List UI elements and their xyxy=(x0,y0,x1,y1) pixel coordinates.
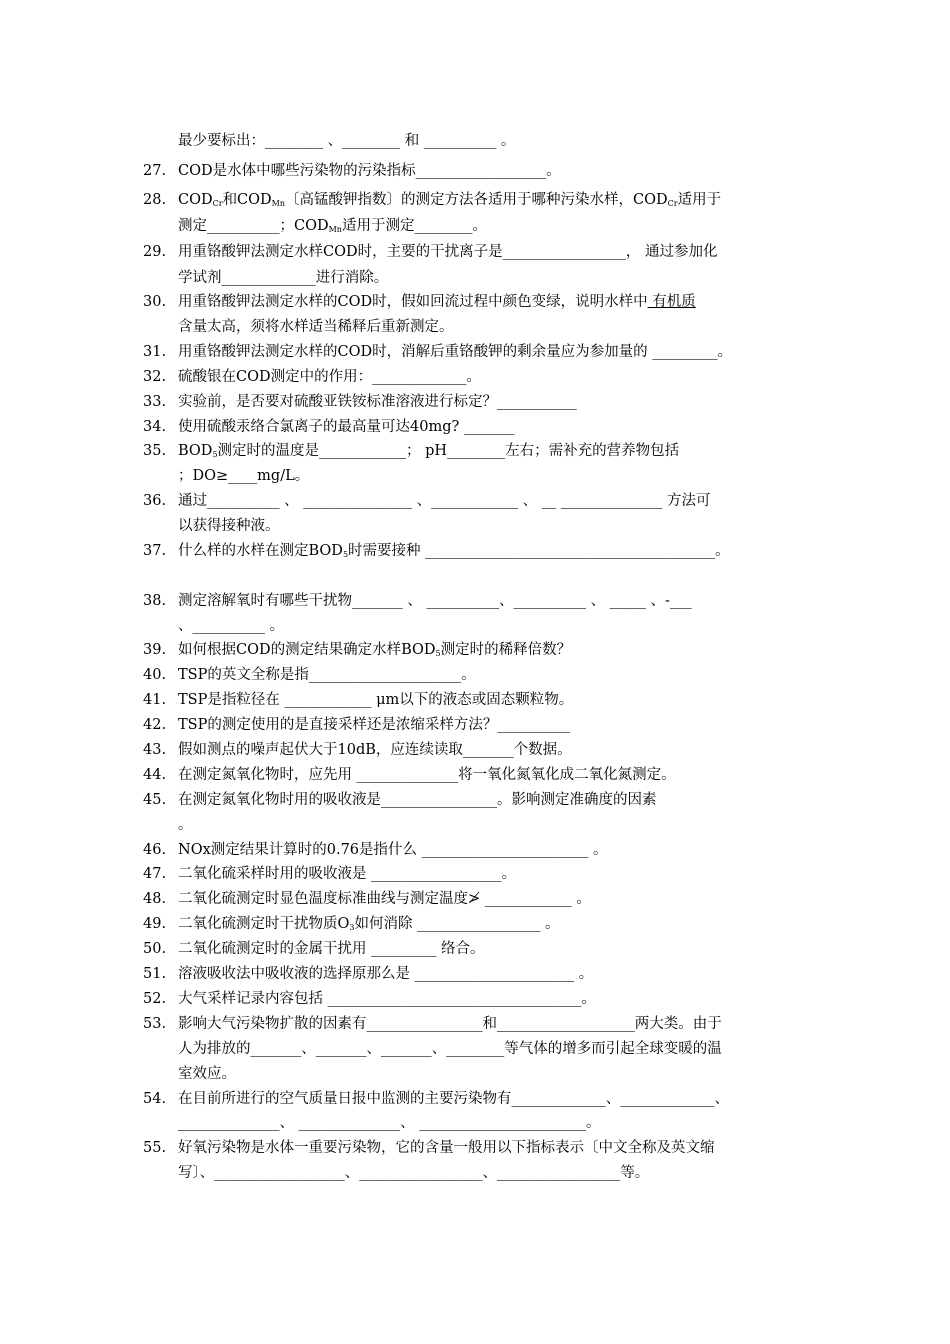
line-text: 假如测点的噪声起伏大于10dB，应连续读取_______个数据。 xyxy=(178,742,572,758)
line-text: 以获得接种液。 xyxy=(178,518,280,534)
line-text: 写〕、__________________、_________________、_________________等。 xyxy=(178,1165,650,1181)
question-number: 38. xyxy=(143,593,167,609)
question-number: 44. xyxy=(143,767,167,783)
question-number: 52. xyxy=(143,991,167,1007)
question-number: 46. xyxy=(143,842,167,858)
line-text: TSP的英文全称是指_____________________。 xyxy=(178,667,476,683)
line-text: 用重铬酸钾法测定水样的COD时，消解后重铬酸钾的剩余量应为参加量的 _________。 xyxy=(178,344,732,360)
line-text: 测定__________；$COD_{Mn}$适用于测定________。 xyxy=(178,218,487,234)
line-text: 溶液吸收法中吸收液的选择原那么是 ______________________ 。 xyxy=(178,966,594,982)
question-number: 48. xyxy=(143,891,167,907)
line-text: 含量太高，须将水样适当稀释后重新测定。 xyxy=(178,319,454,335)
line-text: 室效应。 xyxy=(178,1066,236,1082)
line-text: TSP的测定使用的是直接采样还是浓缩采样方法？__________ xyxy=(178,717,570,733)
line-text: 大气采样记录内容包括 ___________________________________。 xyxy=(178,991,596,1007)
question-number: 31. xyxy=(143,344,167,360)
question-number: 42. xyxy=(143,717,167,733)
question-number: 53. xyxy=(143,1016,167,1032)
line-text: 最少要标出：________ 、________ 和 __________ 。 xyxy=(178,133,516,149)
line-text: ______________、 ______________、 _______________________。 xyxy=(178,1115,601,1131)
line-text: 在目前所进行的空气质量日报中监测的主要污染物有_____________、_____________、 xyxy=(178,1091,729,1107)
filled-answer: 有机质 xyxy=(647,294,696,310)
question-number: 43. xyxy=(143,742,167,758)
line-text: 影响大气污染物扩散的因素有________________和___________________两大类。由于 xyxy=(178,1016,722,1032)
line-text: COD是水体中哪些污染物的污染指标__________________。 xyxy=(178,163,561,179)
line-text: 实验前，是否要对硫酸亚铁铵标准溶液进行标定？___________ xyxy=(178,394,577,410)
question-number: 45. xyxy=(143,792,167,808)
line-text: ；DO≥____mg/L。 xyxy=(178,468,310,484)
line-text: 测定溶解氧时有哪些干扰物_______ 、 __________、__________ 、 _____ 、-___ xyxy=(178,593,692,609)
question-number: 34. xyxy=(143,419,167,435)
line-text: $COD_{Cr}$和$COD_{Mn}$〔高锰酸钾指数〕的测定方法各适用于哪种污染水样，$COD_{Cr}$适用于 xyxy=(178,192,722,208)
line-text: 学试剂_____________进行消除。 xyxy=(178,270,389,286)
line-text: 人为排放的_______、_______、_______、________等气体的增多而引起全球变暖的温 xyxy=(178,1041,722,1057)
line-text: NOx测定结果计算时的0.76是指什么 _______________________ 。 xyxy=(178,842,608,858)
question-number: 32. xyxy=(143,369,167,385)
question-number: 41. xyxy=(143,692,167,708)
line-text: 用重铬酸钾法测定水样的COD时，假如回流过程中颜色变绿，说明水样中 有机质 xyxy=(178,294,696,310)
question-number: 29. xyxy=(143,244,167,260)
question-number: 50. xyxy=(143,941,167,957)
line-text: 、__________ 。 xyxy=(178,618,285,634)
line-text: 好氧污染物是水体一重要污染物，它的含量一般用以下指标表示〔中文全称及英文缩 xyxy=(178,1140,715,1156)
question-number: 30. xyxy=(143,294,167,310)
question-number: 28. xyxy=(143,192,167,208)
line-text: 二氧化硫测定时显色温度标准曲线与测定温度≯ ____________ 。 xyxy=(178,891,591,907)
question-number: 47. xyxy=(143,866,167,882)
question-number: 54. xyxy=(143,1091,167,1107)
line-text: 二氧化硫测定时的金属干扰用 _________ 络合。 xyxy=(178,941,485,957)
line-text: $BOD_5$测定时的温度是____________； pH________左右；需补充的营养物包括 xyxy=(178,443,680,459)
line-text: 通过__________ 、 _______________ 、____________ 、 __ ______________ 方法可 xyxy=(178,493,711,509)
question-number: 49. xyxy=(143,916,167,932)
question-number: 40. xyxy=(143,667,167,683)
question-number: 55. xyxy=(143,1140,167,1156)
line-text: 。 xyxy=(178,817,193,833)
question-number: 35. xyxy=(143,443,167,459)
line-text: 二氧化硫采样时用的吸收液是 __________________。 xyxy=(178,866,517,882)
question-number: 39. xyxy=(143,642,167,658)
question-number: 37. xyxy=(143,543,167,559)
line-text: TSP是指粒径在 ____________ μm以下的液态或固态颗粒物。 xyxy=(178,692,574,708)
line-text: 二氧化硫测定时干扰物质$O_3$如何消除 _________________ 。 xyxy=(178,916,560,932)
question-number: 51. xyxy=(143,966,167,982)
line-text: 硫酸银在COD测定中的作用：_____________。 xyxy=(178,369,481,385)
line-text: 用重铬酸钾法测定水样COD时，主要的干扰离子是_________________， 通过参加化 xyxy=(178,244,718,260)
question-number: 33. xyxy=(143,394,167,410)
line-text: 如何根据COD的测定结果确定水样$BOD_5$测定时的稀释倍数？ xyxy=(178,642,572,658)
question-number: 36. xyxy=(143,493,167,509)
line-text: 使用硫酸汞络合氯离子的最高量可达40mg? _______ xyxy=(178,419,515,435)
question-number: 27. xyxy=(143,163,167,179)
line-text: 什么样的水样在测定$BOD_5$时需要接种 ________________________________________。 xyxy=(178,543,730,559)
line-text: 在测定氮氧化物时，应先用 ______________将一氧化氮氧化成二氧化氮测定。 xyxy=(178,767,676,783)
line-text: 在测定氮氧化物时用的吸收液是________________。影响测定准确度的因素 xyxy=(178,792,657,808)
